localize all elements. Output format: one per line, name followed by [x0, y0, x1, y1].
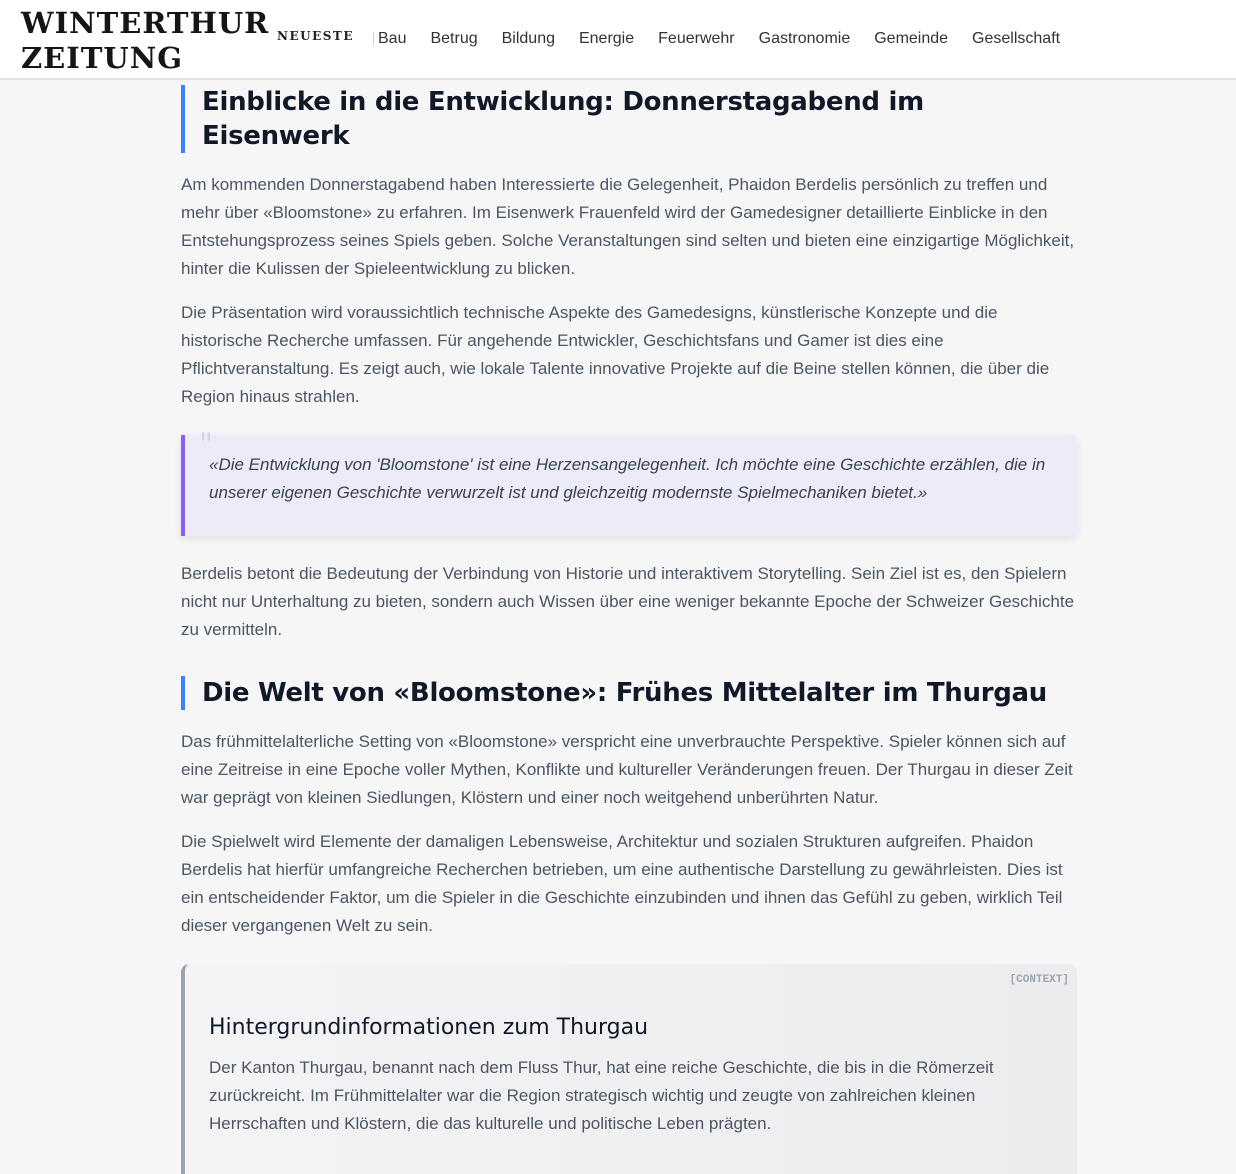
category-nav	[378, 29, 1060, 49]
article-paragraph: Berdelis betont die Bedeutung der Verbindung von Historie und interaktivem Storytelling. Sein Ziel ist es, den Spielern nicht nur Unterhaltung zu bieten, sondern auch Wissen über eine weniger bekannte Epoche der Schweizer Geschichte zu vermitteln.	[181, 564, 1075, 639]
nav-item-neueste[interactable]: NEUESTE	[277, 29, 354, 43]
section-heading: Einblicke in die Entwicklung: Donnerstagabend im Eisenwerk	[181, 85, 1077, 153]
site-logo[interactable]: WINTERTHUR ZEITUNG	[21, 6, 270, 75]
nav-divider	[373, 32, 374, 46]
context-box	[181, 964, 1077, 1174]
nav-item-bau[interactable]: Bau	[378, 30, 407, 47]
article-paragraph: Am kommenden Donnerstagabend haben Interessierte die Gelegenheit, Phaidon Berdelis persönlich zu treffen und mehr über «Bloomstone» zu erfahren. Im Eisenwerk Frauenfeld wird der Gamedesigner detaillierte Einblicke in den Entstehungsprozess seines Spiels geben. Solche Veranstaltungen sind selten und bieten eine einzigartige Möglichkeit, hinter die Kulissen der Spieleentwicklung zu blicken.	[181, 175, 1075, 278]
context-tag: [CONTEXT]	[1009, 974, 1069, 986]
quote-mark-icon: "	[199, 427, 213, 462]
article-paragraph: Das frühmittelalterliche Setting von «Bloomstone» verspricht eine unverbrauchte Perspektive. Spieler können sich auf eine Zeitreise in eine Epoche voller Mythen, Konflikte und kultureller Veränderungen freuen. Der Thurgau in dieser Zeit war geprägt von kleinen Siedlungen, Klöstern und einer noch weitgehend unberührten Natur.	[181, 732, 1073, 807]
pull-quote	[181, 427, 1077, 536]
nav-item-bildung[interactable]: Bildung	[501, 30, 555, 47]
section-heading: Die Welt von «Bloomstone»: Frühes Mittelalter im Thurgau	[181, 676, 1077, 710]
article-paragraph: Die Präsentation wird voraussichtlich technische Aspekte des Gamedesigns, künstlerische Konzepte und die historische Recherche umfassen. Für angehende Entwickler, Geschichtsfans und Gamer ist dies eine Pflichtveranstaltung. Es zeigt auch, wie lokale Talente innovative Projekte auf die Beine stellen können, die über die Region hinaus strahlen.	[181, 303, 1050, 406]
article-body	[181, 82, 1077, 1174]
site-header	[0, 0, 1236, 80]
article-paragraph: Die Spielwelt wird Elemente der damaligen Lebensweise, Architektur und sozialen Strukturen aufgreifen. Phaidon Berdelis hat hierfür umfangreiche Recherchen betrieben, um eine authentische Darstellung zu gewährleisten. Dies ist ein entscheidender Faktor, um die Spieler in die Geschichte einzubinden und ihnen das Gefühl zu geben, wirklich Teil dieser vergangenen Welt zu sein.	[181, 832, 1063, 935]
nav-item-energie[interactable]: Energie	[578, 30, 635, 47]
context-text: Der Kanton Thurgau, benannt nach dem Fluss Thur, hat eine reiche Geschichte, die bis in die Römerzeit zurückreicht. Im Frühmittelalter war die Region strategisch wichtig und zeugte von zahlreichen kleinen Herrschaften und Klöstern, die das kulturelle und politische Leben prägten.	[209, 1058, 994, 1133]
context-title: Hintergrundinformationen zum Thurgau	[209, 1015, 649, 1040]
quote-text: «Die Entwicklung von 'Bloomstone' ist eine Herzensangelegenheit. Ich möchte eine Geschichte erzählen, die in unserer eigenen Geschichte verwurzelt ist und gleichzeitig modernste Spielmechaniken bietet.»	[209, 455, 1046, 502]
nav-item-gemeinde[interactable]: Gemeinde	[874, 30, 949, 47]
nav-item-gastronomie[interactable]: Gastronomie	[758, 30, 851, 47]
nav-item-gesellschaft[interactable]: Gesellschaft	[972, 30, 1061, 47]
nav-item-feuerwehr[interactable]: Feuerwehr	[658, 30, 735, 47]
nav-item-betrug[interactable]: Betrug	[430, 30, 478, 47]
